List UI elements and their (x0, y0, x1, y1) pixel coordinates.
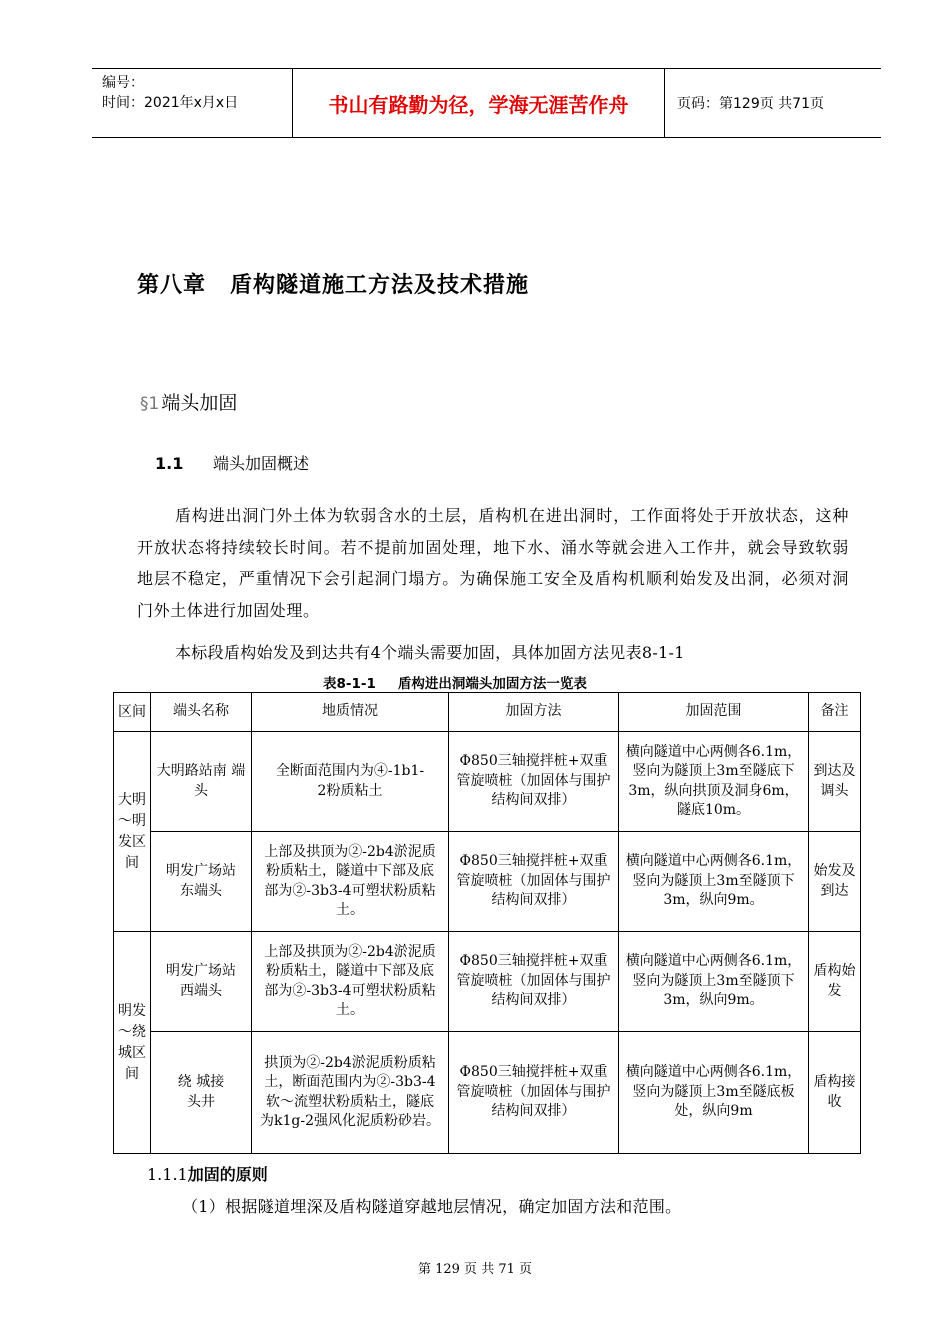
group-cell: 大明～明发区间 (114, 732, 151, 932)
col-header: 端头名称 (151, 693, 252, 732)
group-cell: 明发～绕城区间 (114, 932, 151, 1154)
section-mark: §1 (140, 394, 160, 414)
cell-name: 大明路站南 端 头 (151, 732, 252, 832)
cell-note: 盾构接收 (809, 1032, 861, 1154)
header-meta (92, 69, 293, 137)
table-row (114, 732, 861, 832)
cell-name: 绕 城接头井 (151, 1032, 252, 1154)
subsection-title: 端头加固概述 (213, 454, 310, 473)
table-caption-title: 盾构进出洞端头加固方法一览表 (397, 676, 587, 692)
reinforcement-table (113, 692, 861, 1154)
cell-method: Φ850三轴搅拌桩+双重管旋喷桩（加固体与围护结构间双排） (449, 832, 619, 932)
heading-1-1-1-title: 加固的原则 (187, 1165, 268, 1184)
cell-name: 明发广场站东端头 (151, 832, 252, 932)
section-title: 端头加固 (161, 392, 238, 414)
subsection-number: 1.1 (155, 454, 184, 473)
page-footer: 第 129 页 共 71 页 (417, 1262, 533, 1277)
header-motto: 书山有路勤为径，学海无涯苦作舟 (293, 69, 665, 137)
cell-method: Φ850三轴搅拌桩+双重管旋喷桩（加固体与围护结构间双排） (449, 732, 619, 832)
principle-1: （1）根据隧道埋深及盾构隧道穿越地层情况，确定加固方法和范围。 (182, 1197, 682, 1216)
section-heading (140, 388, 237, 415)
cell-note: 到达及调头 (809, 732, 861, 832)
cell-range: 横向隧道中心两侧各6.1m，竖向为隧顶上3m至隧顶下3m，纵向9m。 (619, 832, 809, 932)
subsection-heading (155, 451, 309, 474)
col-header: 区间 (114, 693, 151, 732)
cell-geology: 上部及拱顶为②-2b4淤泥质粉质粘土，隧道中下部及底部为②-3b3-4可塑状粉质粘土。 (252, 932, 449, 1032)
cell-geology: 拱顶为②-2b4淤泥质粉质粘土，断面范围内为②-3b3-4软～流塑状粉质粘土，隧底为k1g-2强风化泥质粉砂岩。 (252, 1032, 449, 1154)
heading-1-1-1 (147, 1162, 268, 1185)
col-header: 加固范围 (619, 693, 809, 732)
paragraph-overview: 盾构进出洞门外土体为软弱含水的土层，盾构机在进出洞时，工作面将处于开放状态，这种开放状态将持续较长时间。若不提前加固处理，地下水、涌水等就会进入工作井，就会导致软弱地层不稳定，严重情况下会引起洞门塌方。为确保施工安全及盾构机顺利始发及出洞，必须对洞门外土体进行加固处理。 (137, 506, 849, 620)
table-caption-number: 表8-1-1 (323, 676, 376, 692)
cell-name: 明发广场站西端头 (151, 932, 252, 1032)
chapter-title (137, 268, 529, 299)
cell-range: 横向隧道中心两侧各6.1m，竖向为隧顶上3m至隧顶下3m，纵向9m。 (619, 932, 809, 1032)
page-header (92, 68, 881, 138)
chapter-text: 盾构隧道施工方法及技术措施 (230, 273, 530, 298)
table-row (114, 1032, 861, 1154)
cell-geology: 全断面范围内为④-1b1-2粉质粘土 (252, 732, 449, 832)
paragraph-table-ref: 本标段盾构始发及到达共有4个端头需要加固，具体加固方法见表8-1-1 (175, 643, 685, 662)
heading-1-1-1-number: 1.1.1 (147, 1165, 188, 1184)
cell-note: 盾构始发 (809, 932, 861, 1032)
table-row (114, 932, 861, 1032)
header-page-label: 页码：第129页 共71页 (677, 96, 824, 112)
col-header: 地质情况 (252, 693, 449, 732)
table-header-row (114, 693, 861, 732)
cell-method: Φ850三轴搅拌桩+双重管旋喷桩（加固体与围护结构间双排） (449, 1032, 619, 1154)
time-label: 时间：2021年x月x日 (102, 95, 239, 111)
cell-range: 横向隧道中心两侧各6.1m，竖向为隧顶上3m至隧底板处，纵向9m (619, 1032, 809, 1154)
chapter-number: 第八章 (137, 273, 207, 298)
col-header: 加固方法 (449, 693, 619, 732)
number-label: 编号： (102, 75, 144, 91)
cell-geology: 上部及拱顶为②-2b4淤泥质粉质粘土，隧道中下部及底部为②-3b3-4可塑状粉质粘土。 (252, 832, 449, 932)
table-row (114, 832, 861, 932)
cell-method: Φ850三轴搅拌桩+双重管旋喷桩（加固体与围护结构间双排） (449, 932, 619, 1032)
cell-note: 始发及到达 (809, 832, 861, 932)
col-header: 备注 (809, 693, 861, 732)
cell-range: 横向隧道中心两侧各6.1m，竖向为隧顶上3m至隧底下3m，纵向拱顶及洞身6m，隧底10m。 (619, 732, 809, 832)
table-caption (323, 672, 587, 692)
